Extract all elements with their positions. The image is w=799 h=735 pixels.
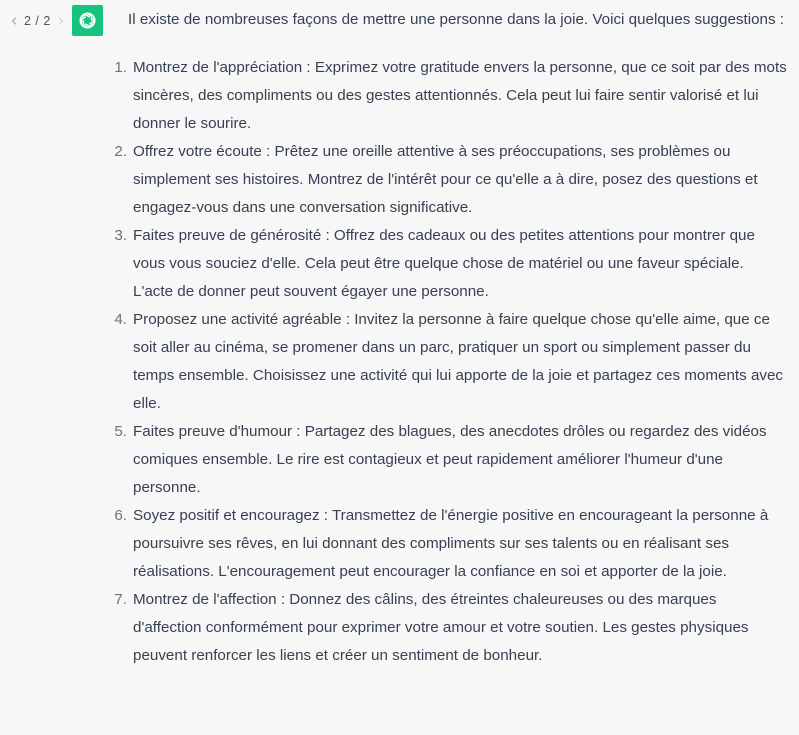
response-pager: [8, 11, 67, 31]
assistant-message-content: [114, 6, 788, 670]
next-response-button[interactable]: [55, 11, 67, 31]
list-item: [114, 418, 788, 502]
openai-logo-icon: [77, 10, 98, 31]
list-item-number: 7.: [114, 591, 127, 608]
suggestion-list: [114, 54, 788, 670]
list-item-number: 4.: [114, 311, 127, 328]
list-item-text: Faites preuve de générosité : Offrez des cadeaux ou des petites attentions pour montrer que vous vous souciez d'elle. Cela peut être quelque chose de matériel ou une faveur spéciale. L'acte de donner peut souvent égayer une personne.: [133, 227, 755, 300]
list-item-number: 1.: [114, 59, 127, 76]
list-item-text: Proposez une activité agréable : Invitez la personne à faire quelque chose qu'elle aime, que ce soit aller au cinéma, se promener dans un parc, pratiquer un sport ou simplement passer du temps ensemble. Choisissez une activité qui lui apporte de la joie et partagez ces moments avec elle.: [133, 311, 784, 412]
previous-response-button[interactable]: [8, 11, 20, 31]
list-item: [114, 138, 788, 222]
list-item-text: Montrez de l'appréciation : Exprimez votre gratitude envers la personne, que ce soit par des mots sincères, des compliments ou des gestes attentionnés. Cela peut lui faire sentir valorisé et lui donner le sourire.: [133, 59, 787, 132]
list-item-number: 5.: [114, 423, 127, 440]
chevron-right-icon: [57, 17, 65, 25]
list-item: [114, 54, 788, 138]
list-item-number: 2.: [114, 143, 127, 160]
pager-count: 2 / 2: [24, 14, 51, 28]
list-item: [114, 222, 788, 306]
list-item-number: 3.: [114, 227, 127, 244]
list-item: [114, 306, 788, 418]
message-intro: Il existe de nombreuses façons de mettre une personne dans la joie. Voici quelques suggestions :: [128, 11, 784, 28]
assistant-avatar: [72, 5, 103, 36]
list-item-text: Montrez de l'affection : Donnez des câlins, des étreintes chaleureuses ou des marques d'affection conformément pour exprimer votre amour et votre soutien. Les gestes physiques peuvent renforcer les liens et créer un sentiment de bonheur.: [133, 591, 749, 664]
list-item-text: Offrez votre écoute : Prêtez une oreille attentive à ses préoccupations, ses problèmes ou simplement ses histoires. Montrez de l'intérêt pour ce qu'elle a à dire, posez des questions et engagez-vous dans une conversation significative.: [133, 143, 758, 216]
list-item-number: 6.: [114, 507, 127, 524]
list-item: [114, 586, 788, 670]
chevron-left-icon: [10, 17, 18, 25]
list-item-text: Soyez positif et encouragez : Transmettez de l'énergie positive en encourageant la personne à poursuivre ses rêves, en lui donnant des compliments sur ses talents ou en réalisant ses réalisations. L'encouragement peut encourager la confiance en soi et apporter de la joie.: [133, 507, 769, 580]
list-item-text: Faites preuve d'humour : Partagez des blagues, des anecdotes drôles ou regardez des vidéos comiques ensemble. Le rire est contagieux et peut rapidement améliorer l'humeur d'une personne.: [133, 423, 767, 496]
list-item: [114, 502, 788, 586]
